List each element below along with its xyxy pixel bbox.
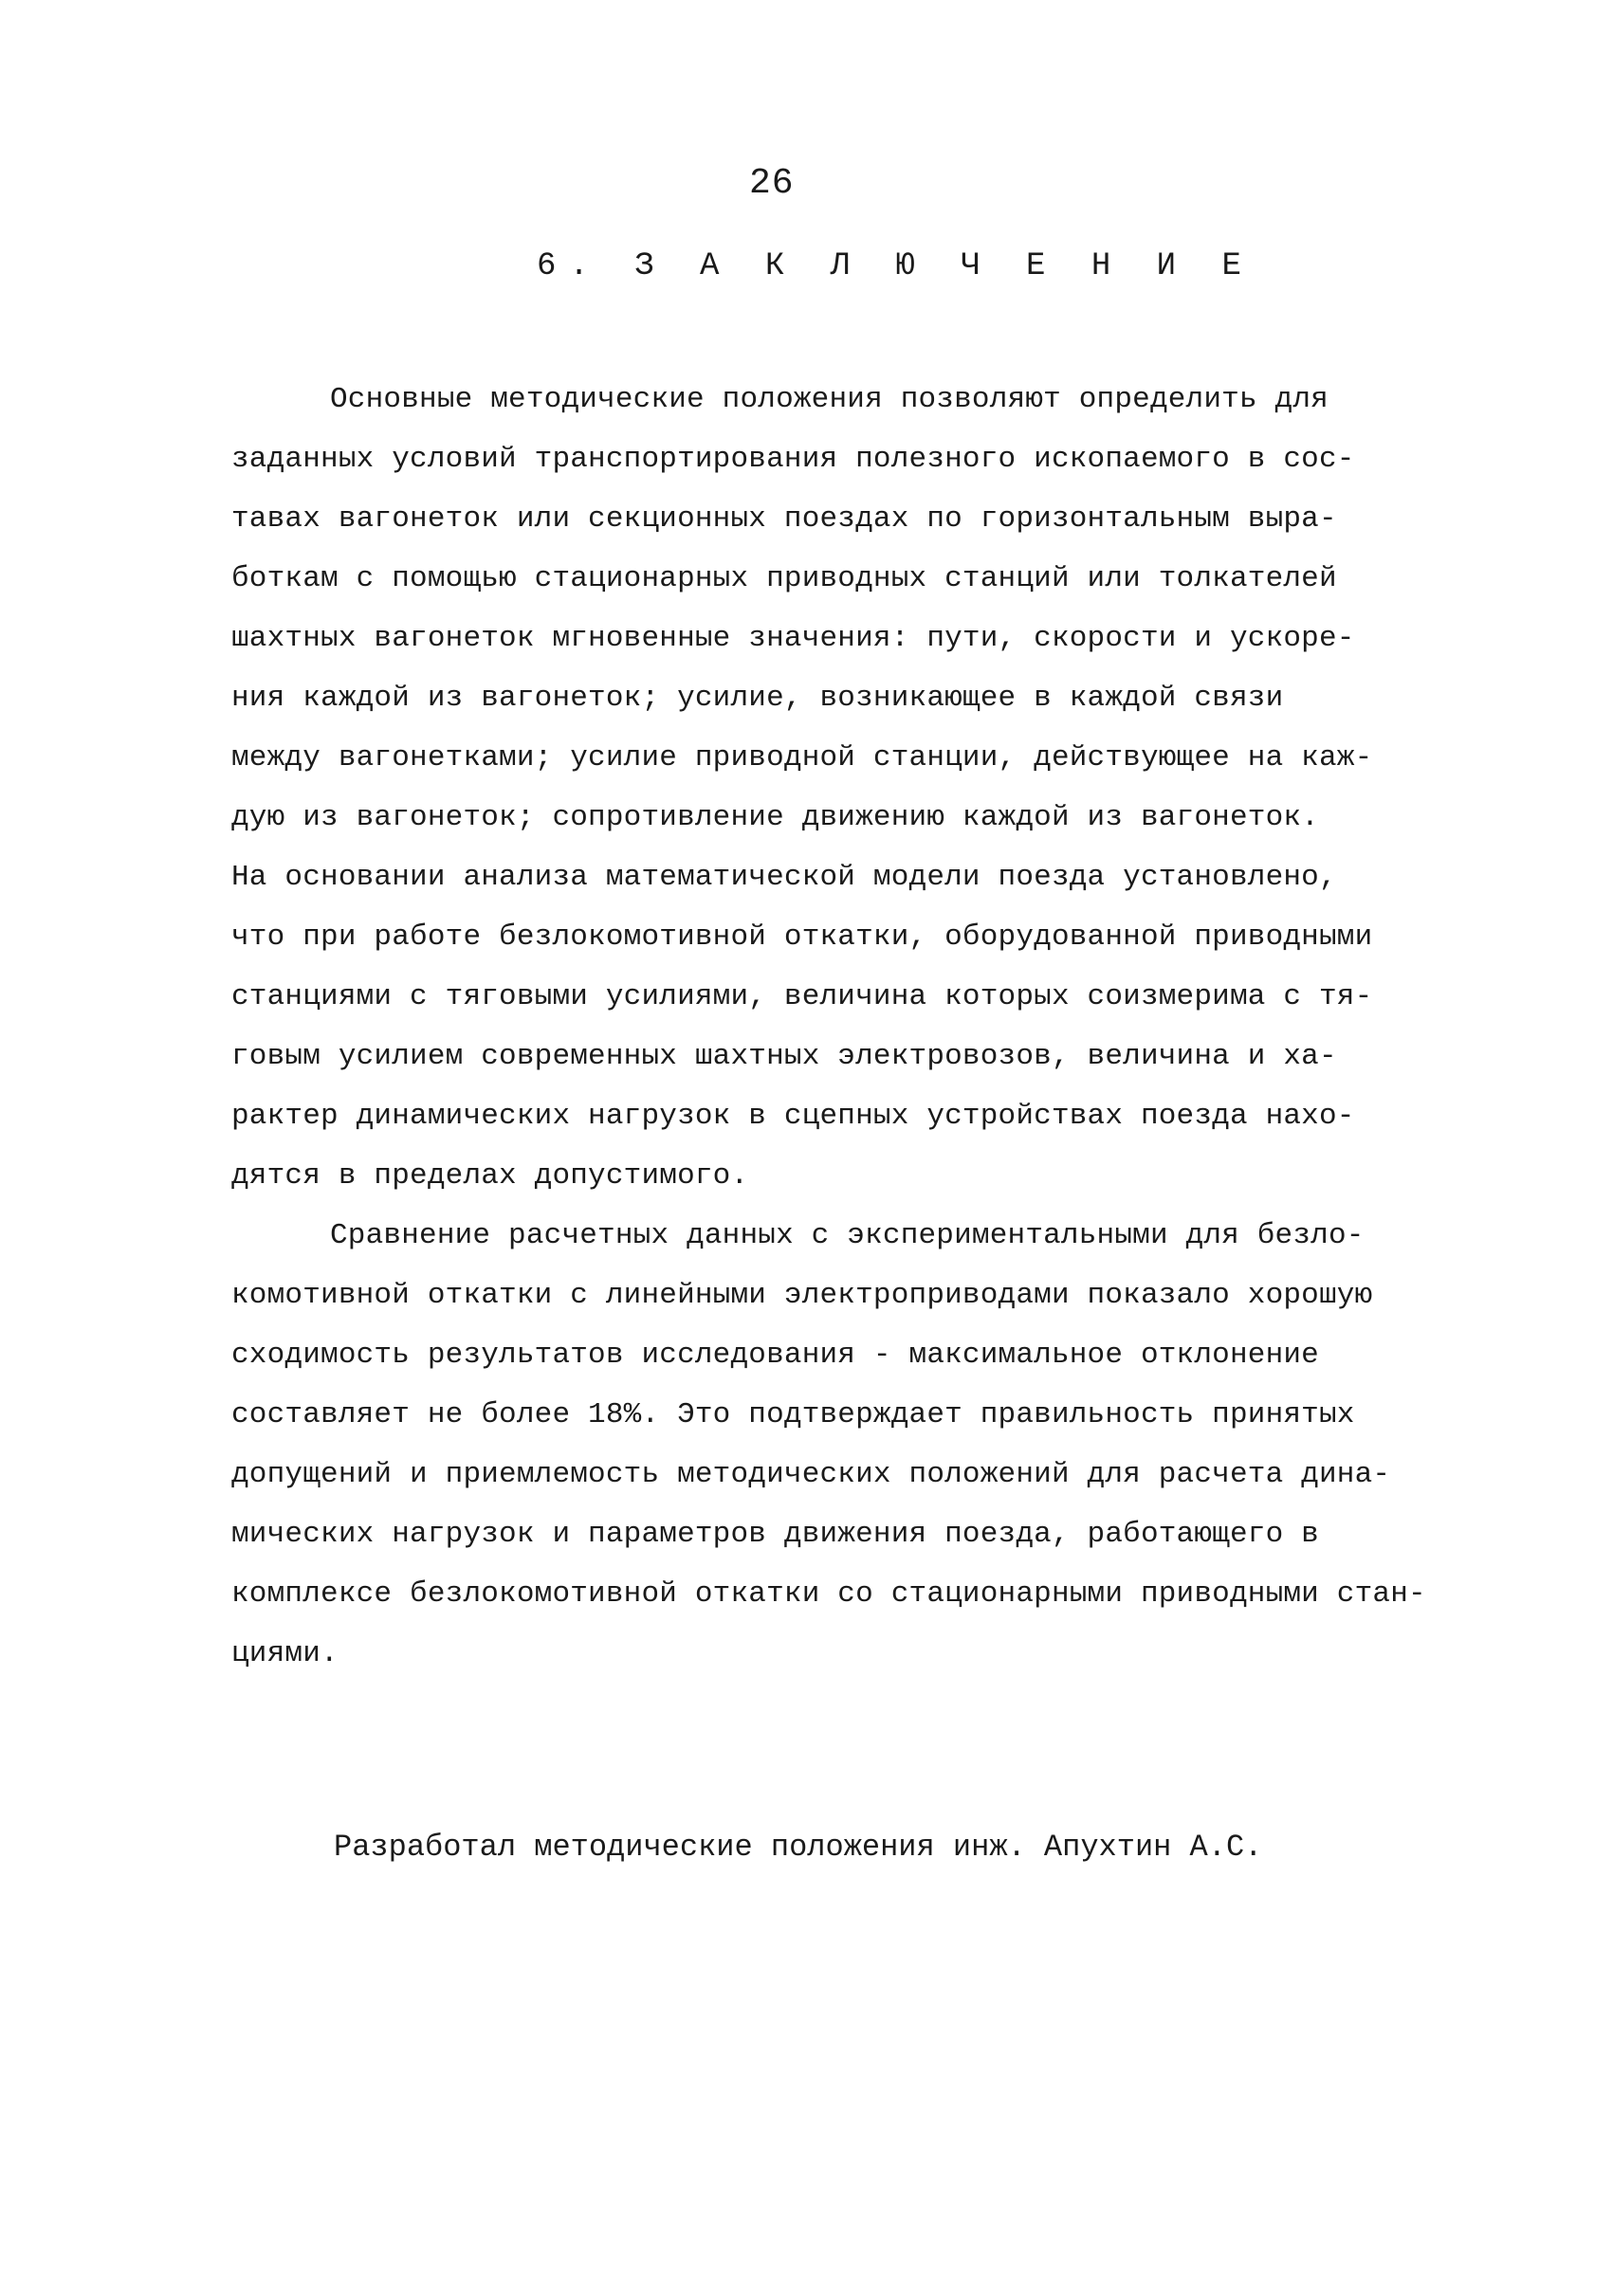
text-line: рактер динамических нагрузок в сцепных устройствах поезда нахо- xyxy=(231,1100,1355,1133)
text-line: мических нагрузок и параметров движения поезда, работающего в xyxy=(231,1518,1319,1551)
text-line: циями. xyxy=(231,1637,339,1670)
text-line: говым усилием современных шахтных электровозов, величина и ха- xyxy=(231,1040,1337,1073)
paragraph-1 xyxy=(231,370,1464,1206)
body-text xyxy=(231,370,1464,1684)
text-line: шахтных вагонеток мгновенные значения: пути, скорости и ускоре- xyxy=(231,622,1355,655)
text-line: дятся в пределах допустимого. xyxy=(231,1159,749,1193)
text-line: сходимость результатов исследования - максимальное отклонение xyxy=(231,1339,1319,1372)
text-line: комотивной откатки с линейными электроприводами показало хорошую xyxy=(231,1279,1373,1312)
text-line: На основании анализа математической модели поезда установлено, xyxy=(231,861,1337,894)
text-line: что при работе безлокомотивной откатки, оборудованной приводными xyxy=(231,920,1373,954)
text-line: Основные методические положения позволяют определить для xyxy=(330,383,1329,416)
text-line: станциями с тяговыми усилиями, величина которых соизмерима с тя- xyxy=(231,980,1373,1013)
text-line: дую из вагонеток; сопротивление движению каждой из вагонеток. xyxy=(231,801,1319,834)
text-line: между вагонетками; усилие приводной станции, действующее на каж- xyxy=(231,741,1373,774)
section-title: 6. З А К Л Ю Ч Е Н И Е xyxy=(537,248,1255,284)
text-line: комплексе безлокомотивной откатки со стационарными приводными стан- xyxy=(231,1577,1426,1611)
text-line: ния каждой из вагонеток; усилие, возникающее в каждой связи xyxy=(231,682,1284,715)
paragraph-2 xyxy=(231,1206,1464,1684)
signature-line: Разработал методические положения инж. Апухтин А.С. xyxy=(334,1830,1263,1865)
page-number: 26 xyxy=(749,163,795,204)
text-line: тавах вагонеток или секционных поездах по горизонтальным выра- xyxy=(231,502,1337,536)
text-line: заданных условий транспортирования полезного ископаемого в сос- xyxy=(231,443,1355,476)
text-line: составляет не более 18%. Это подтверждает правильность принятых xyxy=(231,1398,1355,1431)
text-line: Сравнение расчетных данных с экспериментальными для безло- xyxy=(330,1219,1365,1252)
text-line: допущений и приемлемость методических положений для расчета дина- xyxy=(231,1458,1391,1491)
text-line: боткам с помощью стационарных приводных станций или толкателей xyxy=(231,562,1337,595)
